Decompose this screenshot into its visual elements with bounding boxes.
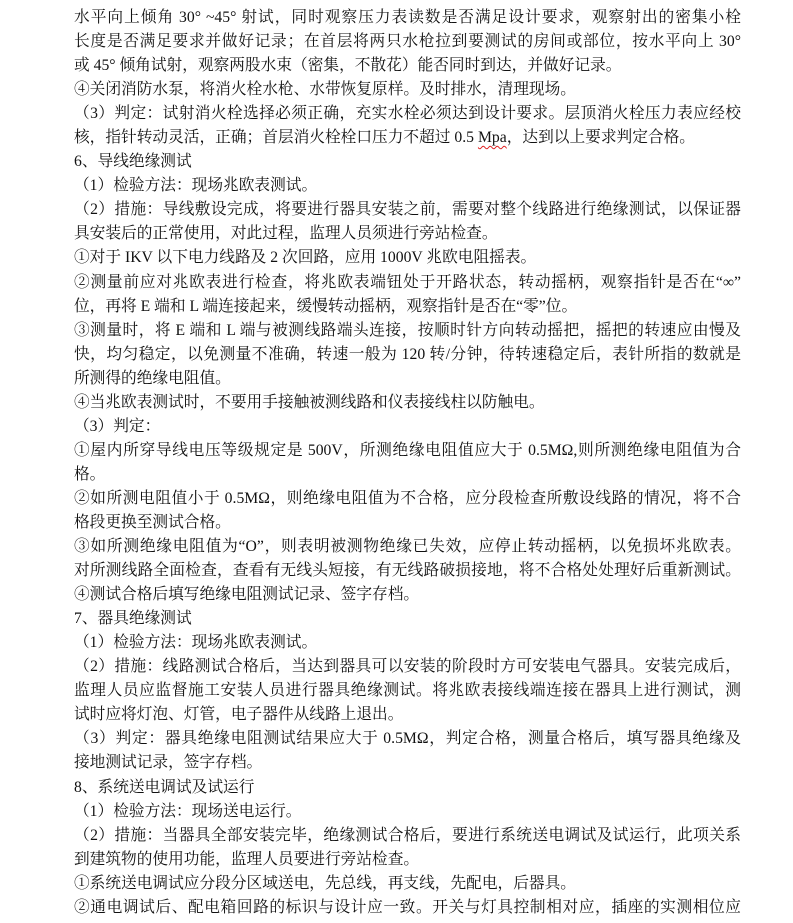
section-heading: 8、系统送电调试及试运行: [74, 778, 255, 796]
body-text-line: 对所测线路全面检查，查看有无线头短接，有无线路破损接地，将不合格处处理好后重新测试。: [74, 562, 741, 580]
body-text-line: 具安装后的正常使用，对此过程，监理人员须进行旁站检查。: [74, 225, 498, 243]
numbered-item-line: （3）判定：器具绝缘电阻测试结果应大于 0.5MΩ，判定合格，测量合格后，填写器具绝缘及: [74, 730, 741, 748]
numbered-item-line: （2）措施：当器具全部安装完毕，绝缘测试合格后，要进行系统送电调试及试运行，此项关系: [74, 826, 741, 844]
body-text-line: 水平向上倾角 30° ~45° 射试，同时观察压力表读数是否满足设计要求，观察射出的密集小栓: [74, 9, 741, 26]
body-text-line: 接地测试记录，签字存档。: [74, 754, 263, 772]
body-text-line: 位，再将 E 端和 L 端连接起来，缓慢转动摇柄，观察指针是否在“零”位。: [74, 297, 578, 315]
numbered-item-line: （1）检验方法：现场兆欧表测试。: [74, 634, 318, 652]
document-page: [74, 6, 741, 920]
body-text-line: 或 45° 倾角试射，观察两股水束（密集，不散花）能否同时到达，并做好记录。: [74, 57, 622, 75]
numbered-item-line: ③如所测绝缘电阻值为“O”，则表明被测物绝缘已失效，应停止转动摇柄，以免损坏兆欧表。: [74, 538, 741, 556]
body-text-line: 长度是否满足要求并做好记录；在首层将两只水枪拉到要测试的房间或部位，按水平向上 30°: [74, 33, 741, 51]
spellcheck-flagged-word: Mpa: [477, 129, 507, 147]
numbered-item-line: （1）检验方法：现场兆欧表测试。: [74, 177, 318, 195]
numbered-item-line: ②通电调试后、配电箱回路的标识与设计应一致。开关与灯具控制相对应，插座的实测相位应: [74, 898, 741, 916]
numbered-item-line: ①屋内所穿导线电压等级规定是 500V，所测绝缘电阻值应大于 0.5MΩ,则所测绝缘电阻值为合: [74, 441, 741, 459]
body-text-line: 格。: [74, 465, 106, 483]
body-text-line: 快，均匀稳定，以免测量不准确，转速一般为 120 转/分钟，待转速稳定后，表针所指的数就是: [74, 345, 741, 363]
numbered-item-line: ④当兆欧表测试时，不要用手接触被测线路和仪表接线柱以防触电。: [74, 393, 545, 411]
numbered-item-line: ①系统送电调试应分段分区域送电，先总线，再支线，先配电，后器具。: [74, 874, 576, 892]
body-text-line: [74, 126, 741, 150]
numbered-item-line: ④关闭消防水泵，将消火栓水枪、水带恢复原样。及时排水，清理现场。: [74, 81, 576, 99]
section-heading: 7、器具绝缘测试: [74, 610, 192, 628]
section-heading: 6、导线绝缘测试: [74, 153, 192, 171]
numbered-item-line: ④测试合格后填写绝缘电阻测试记录、签字存档。: [74, 586, 420, 604]
body-text-line: 到建筑物的使用功能，监理人员要进行旁站检查。: [74, 850, 420, 868]
body-text-line: 试时应将灯泡、灯管，电子器件从线路上退出。: [74, 706, 404, 724]
numbered-item-line: ①对于 IKV 以下电力线路及 2 次回路，应用 1000V 兆欧电阻摇表。: [74, 249, 537, 267]
numbered-item-line: （2）措施：导线敷设完成，将要进行器具安装之前，需要对整个线路进行绝缘测试，以保证器: [74, 201, 741, 219]
numbered-item-line: （3）判定：试射消火栓选择必须正确，充实水栓必须达到设计要求。层顶消火栓压力表应经校: [74, 105, 741, 123]
numbered-item-line: （3）判定：: [74, 417, 161, 435]
text-segment: 核，指针转动灵活，正确；首层消火栓栓口压力不超过 0.5: [74, 129, 478, 147]
body-text-line: 所测得的绝缘电阻值。: [74, 369, 231, 387]
numbered-item-line: ②测量前应对兆欧表进行检查，将兆欧表端钮处于开路状态，转动摇柄，观察指针是否在“∞”: [74, 273, 741, 291]
numbered-item-line: ③测量时，将 E 端和 L 端与被测线路端头连接，按顺时针方向转动摇把，摇把的转速应由慢及: [74, 321, 741, 339]
body-text-line: 格段更换至测试合格。: [74, 513, 231, 531]
numbered-item-line: （2）措施：线路测试合格后，当达到器具可以安装的阶段时方可安装电气器具。安装完成后，: [74, 658, 741, 676]
text-segment: ，达到以上要求判定合格。: [506, 129, 695, 147]
numbered-item-line: ②如所测电阻值小于 0.5MΩ，则绝缘电阻值为不合格，应分段检查所敷设线路的情况，将不合: [74, 489, 741, 507]
body-text-line: 监理人员应监督施工安装人员进行器具绝缘测试。将兆欧表接线端连接在器具上进行测试，测: [74, 682, 741, 700]
numbered-item-line: （1）检验方法：现场送电运行。: [74, 802, 302, 820]
